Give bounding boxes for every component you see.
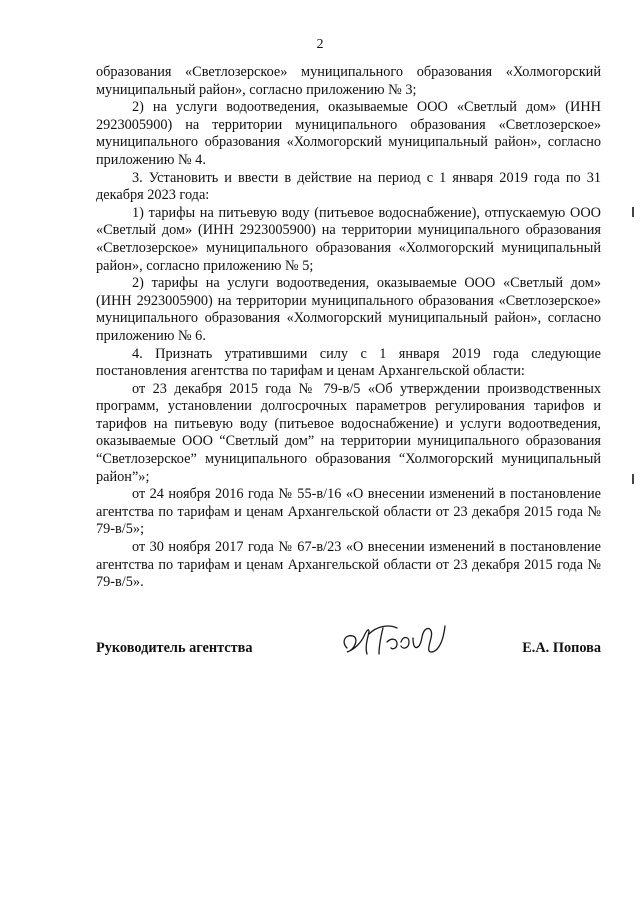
margin-mark <box>632 474 634 484</box>
margin-mark <box>632 207 634 217</box>
paragraph: от 23 декабря 2015 года № 79-в/5 «Об утверждении производственных программ, установлении долгосрочных параметров регулирования тарифов и тарифов на питьевую воду (питьевое водоснабжение) и услуги водоотведения, оказываемые ООО “Светлый дом” на территории муниципального образования “Светлозерское” муниципального образования “Холмогорский муниципальный район”»; <box>96 380 601 485</box>
paragraph: от 30 ноября 2017 года № 67-в/23 «О внесении изменений в постановление агентства по тарифам и ценам Архангельской области от 23 декабря 2015 года № 79-в/5». <box>96 539 601 591</box>
page-number: 2 <box>316 37 324 52</box>
signer-name: Е.А. Попова <box>522 640 601 656</box>
signer-title: Руководитель агентства <box>96 640 253 656</box>
paragraph: 2) тарифы на услуги водоотведения, оказываемые ООО «Светлый дом» (ИНН 2923005900) на территории муниципального образования «Светлозерское» муниципального образования «Холмогорский муниципальный район», согласно приложению № 6. <box>96 275 601 344</box>
paragraph: от 24 ноября 2016 года № 55-в/16 «О внесении изменений в постановление агентства по тарифам и ценам Архангельской области от 23 декабря 2015 года № 79-в/5»; <box>96 486 601 538</box>
document-body <box>96 64 601 592</box>
paragraph: 3. Установить и ввести в действие на период с 1 января 2019 года по 31 декабря 2023 года: <box>96 169 601 204</box>
paragraph: 2) на услуги водоотведения, оказываемые ООО «Светлый дом» (ИНН 2923005900) на территории муниципального образования «Светлозерское» муниципального образования «Холмогорский муниципальный район», согласно приложению № 4. <box>96 99 601 168</box>
signature-block <box>96 620 601 670</box>
paragraph: 1) тарифы на питьевую воду (питьевое водоснабжение), отпускаемую ООО «Светлый дом» (ИНН 2923005900) на территории муниципального образования «Светлозерское» муниципального образования «Холмогорский муниципальный район», согласно приложению № 5; <box>96 204 601 274</box>
handwritten-signature <box>339 620 449 660</box>
paragraph: образования «Светлозерское» муниципального образования «Холмогорский муниципальный район», согласно приложению № 3; <box>96 64 601 98</box>
paragraph: 4. Признать утратившими силу с 1 января 2019 года следующие постановления агентства по тарифам и ценам Архангельской области: <box>96 345 601 380</box>
